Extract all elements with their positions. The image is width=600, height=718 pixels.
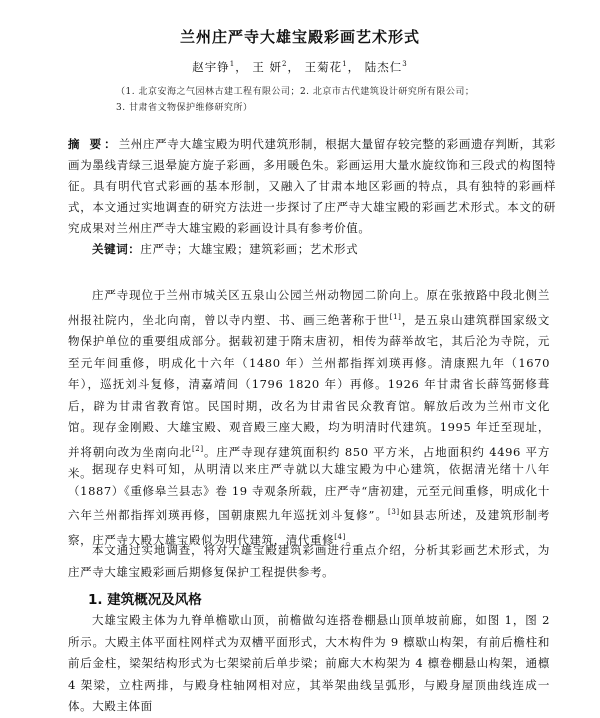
author-line xyxy=(0,59,600,75)
author-affil-mark: 1 xyxy=(342,60,348,69)
citation-ref: [2] xyxy=(191,444,204,453)
affiliation-line-2: 3. 甘肃省文物保护维修研究所） xyxy=(116,103,253,113)
author-affil-mark: 1 xyxy=(229,60,236,69)
author-separator: ， xyxy=(347,60,361,74)
author-affil-mark: 3 xyxy=(402,60,408,69)
paragraph-text: 。庄严寺现存建筑面积约 850 平方米，占地面积约 4496 平方米。 xyxy=(68,444,551,481)
body-paragraph-1 xyxy=(68,285,550,485)
author-name: 王菊花 xyxy=(304,60,343,74)
citation-ref: [4] xyxy=(334,532,346,541)
paper-title: 兰州庄严寺大雄宝殿彩画艺术形式 xyxy=(179,28,420,46)
author-separator: ， xyxy=(235,60,248,74)
keywords-text: 庄严寺；大雄宝殿；建筑彩画；艺术形式 xyxy=(140,242,359,256)
author-separator: ， xyxy=(287,60,300,74)
body-paragraph-4: 大雄宝殿主体为九脊单檐歇山顶，前檐做勾连搭卷棚悬山顶单坡前廊，如图 1，图 2 所示。大殿主体平面柱网样式为双槽平面形式，大木构件为 9 檩歇山构架，有前后檐柱和前后金柱，梁架结构形式为七架梁前后单步梁；前廊大木构架为 4 檩卷棚悬山构架，通檩 4 架梁，立柱两排，与殿身柱轴网相对应，其举架曲线呈弧形，与殿身屋顶曲线连成一体。大殿主体面 xyxy=(68,613,550,714)
citation-ref: [1] xyxy=(389,312,402,321)
keywords-label: 关键词： xyxy=(92,242,141,256)
paragraph-text: 如县志所述，及建筑形制考察，庄严寺大殿大雄宝殿似为明代建筑，清代重修 xyxy=(68,508,550,547)
body-paragraph-3: 本文通过实地调查，将对大雄宝殿建筑彩画进行重点介绍，分析其彩画艺术形式，为庄严寺大雄宝殿彩画后期修复保护工程提供参考。 xyxy=(68,543,550,579)
section-heading: 1. 建筑概况及风格 xyxy=(88,592,202,608)
paragraph-text: ，是五泉山建筑群国家级文物保护单位的重要组成部分。据载初建于隋末唐初，相传为薛举故宅，其后沦为寺院，元至元年间重修，明成化十六年（1480 年）兰州都指挥刘瑛再修。清康熙九年（1670 年），巡抚刘斗复修，清嘉靖间（1796 1820 年）再修。1926 年甘肃省长薛笃弼修葺后，辟为甘肃省教育馆。民国时期，改名为甘肃省民众教育馆。解放后改为兰州市文化馆。现存金刚殿、大雄宝殿、观音殿三座大殿，均为明清时代建筑。1995 年迁至现址，并将朝向改为坐南向北 xyxy=(68,312,550,459)
body-paragraph-2 xyxy=(68,459,550,551)
abstract-text: 兰州庄严寺大雄宝殿为明代建筑形制，根据大量留存较完整的彩画遗存判断，其彩画为墨线青绿三退晕旋方旋子彩画，多用暖色朱。彩画运用大量水旋纹饰和三段式的构图特征。具有明代官式彩画的基本形制，又融入了甘肃本地区彩画的特点，具有独特的彩画样式，本文通过实地调查的研究方法进一步探讨了庄严寺大雄宝殿的彩画艺术形式。本文的研究成果对兰州庄严寺大雄宝殿的彩画设计具有参考价值。 xyxy=(68,137,556,235)
paragraph-text: 。 xyxy=(345,532,359,547)
author-name: 陆杰仁 xyxy=(364,60,403,74)
author-name: 赵宇铮 xyxy=(192,60,230,74)
author-name: 王 妍 xyxy=(252,60,283,74)
paragraph-text: 庄严寺现位于兰州市城关区五泉山公园兰州动物园二阶向上。原在张掖路中段北侧兰州报社院内，坐北向南，曾以寺内塑、书、画三绝著称于世 xyxy=(68,288,550,327)
citation-ref: [3] xyxy=(388,508,400,517)
abstract-label: 摘 要： xyxy=(68,137,119,151)
affiliation-line-1: （1. 北京安海之气园林古建工程有限公司；2. 北京市古代建筑设计研究所有限公司； xyxy=(116,87,475,97)
keywords xyxy=(92,241,358,257)
abstract xyxy=(68,134,556,239)
paragraph-text: 据现存史料可知，从明清以来庄严寺就以大雄宝殿为中心建筑，依据清光绪十八年（1887）《重修皋兰县志》卷 19 寺观条所载，庄严寺“唐初建，元至元间重修，明成化十六年兰州都指挥刘瑛再修，国朝康熙九年巡抚刘斗复修”。 xyxy=(68,462,550,523)
author-affil-mark: 2 xyxy=(282,60,288,69)
